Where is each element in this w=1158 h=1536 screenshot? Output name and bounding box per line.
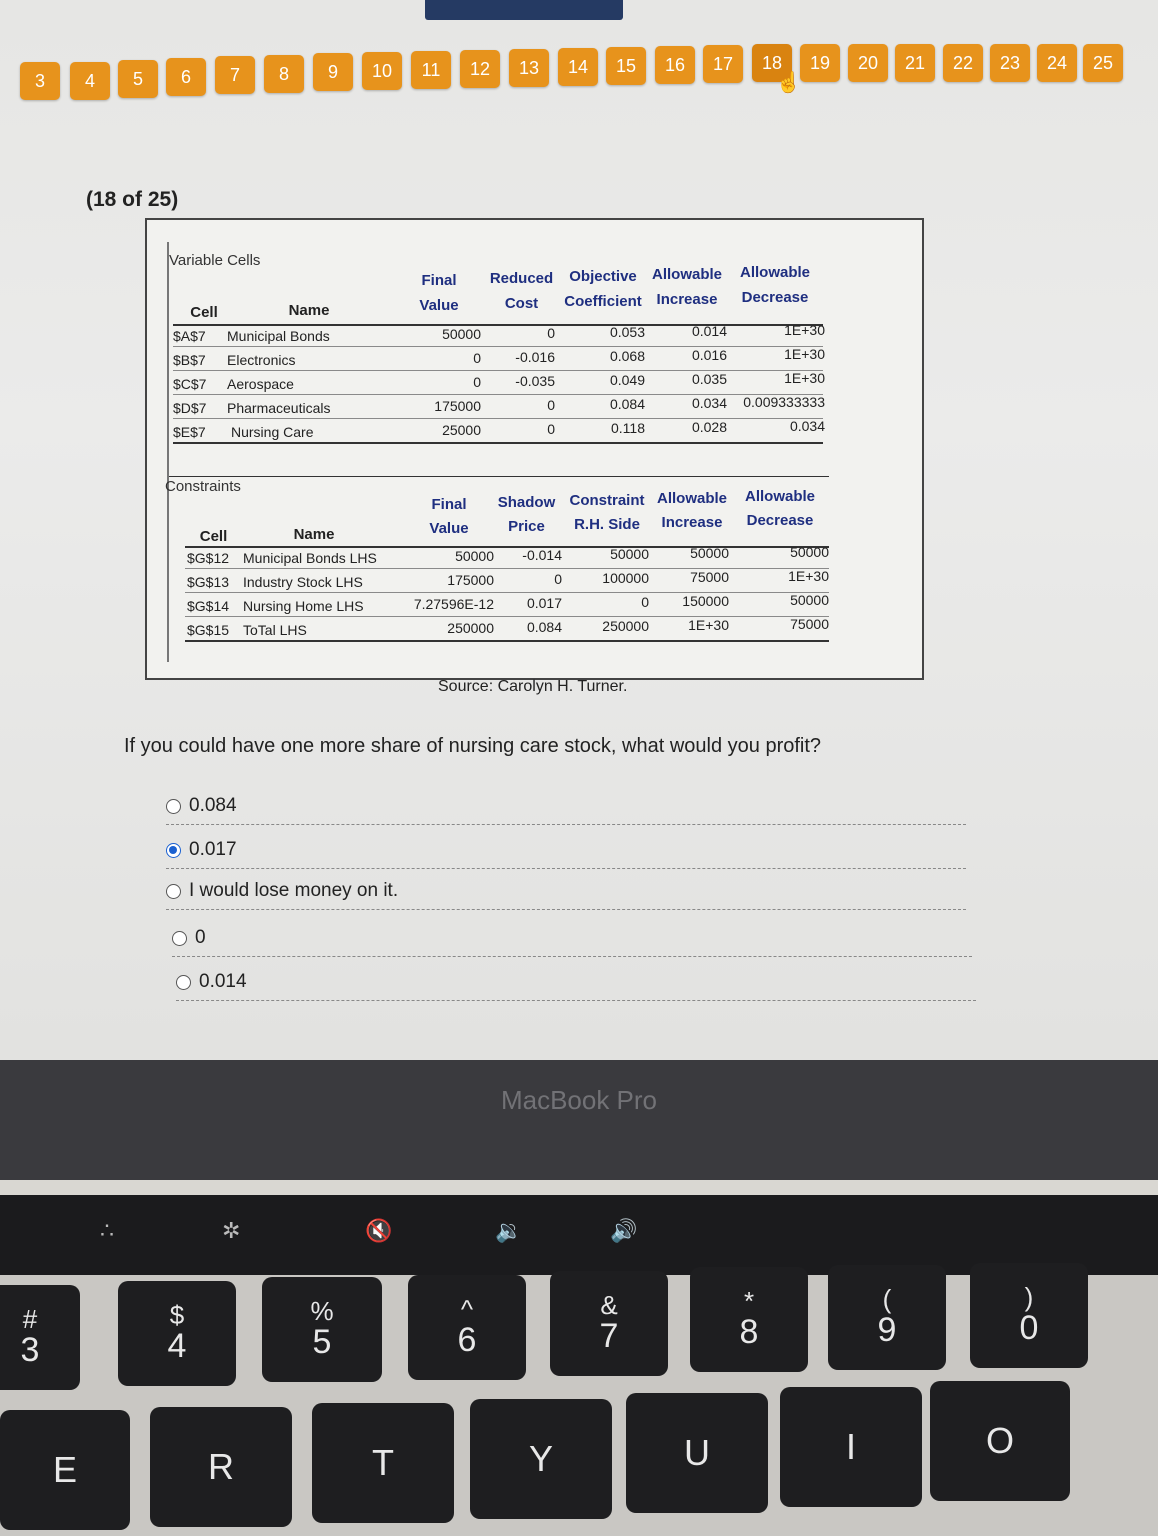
vc-header-final: Final	[421, 272, 457, 289]
vc-header-objective: Objective	[569, 268, 637, 285]
key-main: T	[372, 1442, 394, 1484]
answer-option[interactable]	[166, 873, 966, 910]
key-main: O	[985, 1420, 1014, 1462]
volume-up-icon: 🔊	[610, 1218, 638, 1243]
key-main: 9	[877, 1310, 897, 1349]
radio-button[interactable]	[166, 884, 181, 899]
vc-header-allow-dec: Allowable	[739, 264, 810, 281]
key-t[interactable]	[312, 1403, 454, 1523]
vc-reduced: 0	[547, 397, 555, 413]
vc-name: Aerospace	[227, 376, 294, 392]
page-button[interactable]: 19	[800, 44, 840, 82]
key-main: I	[845, 1426, 856, 1468]
option-label: 0.014	[199, 971, 247, 992]
key-main: 6	[457, 1320, 477, 1359]
vc-header-allow-dec: Decrease	[741, 289, 809, 306]
c-final: 50000	[455, 548, 494, 564]
vc-name: Electronics	[227, 352, 296, 368]
c-header-name: Name	[293, 526, 335, 543]
key-main: 7	[599, 1316, 619, 1355]
c-shadow: 0	[554, 571, 562, 587]
page-button[interactable]: 15	[606, 47, 646, 85]
page-button[interactable]: 10	[362, 52, 402, 90]
source-caption: Source: Carolyn H. Turner.	[438, 678, 628, 695]
key-8[interactable]	[690, 1267, 808, 1372]
brightness-up-icon: ✲	[222, 1218, 241, 1243]
vc-objective: 0.118	[611, 420, 645, 436]
vc-name: Pharmaceuticals	[227, 400, 331, 416]
constraints-label: Constraints	[165, 478, 241, 495]
page-button[interactable]: 3	[20, 62, 60, 100]
key-symbol: $	[169, 1299, 185, 1330]
key-symbol: #	[22, 1303, 38, 1334]
option-label: 0.017	[189, 839, 237, 860]
vc-reduced: -0.035	[515, 373, 555, 389]
vc-final: 25000	[442, 422, 481, 438]
c-cell: $G$15	[187, 622, 230, 638]
key-main: Y	[528, 1438, 553, 1480]
c-header-cell: Cell	[199, 528, 228, 545]
vc-header-reduced: Cost	[504, 295, 539, 312]
answer-option[interactable]	[172, 920, 972, 957]
vc-objective: 0.049	[609, 372, 645, 388]
c-inc: 1E+30	[688, 617, 729, 633]
vc-reduced: 0	[547, 325, 555, 341]
vc-header-reduced: Reduced	[489, 270, 554, 287]
key-r[interactable]	[150, 1407, 292, 1527]
divider	[185, 592, 829, 593]
divider	[173, 442, 823, 444]
vc-dec: 1E+30	[784, 322, 825, 338]
vc-dec: 0.009333333	[743, 394, 825, 410]
vc-cell: $D$7	[173, 400, 207, 416]
c-dec: 50000	[790, 592, 829, 608]
page-button[interactable]: 24	[1037, 44, 1077, 82]
page-button[interactable]: 4	[70, 62, 110, 100]
page-button[interactable]: 20	[848, 44, 888, 82]
key-main: 3	[20, 1330, 40, 1369]
c-cell: $G$12	[187, 550, 230, 566]
vc-header-name: Name	[288, 302, 330, 319]
vc-objective: 0.068	[609, 348, 645, 364]
c-inc: 75000	[690, 569, 729, 585]
c-inc: 50000	[690, 545, 729, 561]
key-main: 8	[739, 1312, 759, 1351]
vc-inc: 0.028	[691, 419, 727, 435]
answer-option-selected[interactable]	[166, 832, 966, 869]
page-button[interactable]: 6	[166, 58, 206, 96]
c-header-allow-inc: Increase	[661, 514, 723, 531]
c-header-final: Value	[429, 520, 469, 537]
divider	[185, 616, 829, 617]
page-button[interactable]: 17	[703, 45, 743, 83]
c-header-final: Final	[431, 496, 467, 513]
c-header-shadow: Shadow	[497, 494, 556, 511]
c-final: 250000	[447, 620, 494, 636]
c-inc: 150000	[682, 593, 729, 609]
c-cell: $G$13	[187, 574, 230, 590]
key-symbol: ^	[460, 1293, 474, 1324]
key-e[interactable]	[0, 1410, 130, 1530]
c-dec: 75000	[790, 616, 829, 632]
key-symbol: )	[1024, 1281, 1034, 1312]
laptop-brand-label: MacBook Pro	[500, 1085, 658, 1115]
divider	[185, 568, 829, 569]
page-button[interactable]: 14	[558, 48, 598, 86]
c-header-allow-dec: Allowable	[744, 488, 815, 505]
option-label: 0.084	[189, 795, 237, 816]
mute-icon: 🔇	[365, 1218, 393, 1243]
page-button[interactable]: 12	[460, 50, 500, 88]
c-rhs: 0	[641, 594, 649, 610]
c-final: 7.27596E-12	[413, 596, 494, 612]
c-name: Nursing Home LHS	[243, 598, 364, 614]
question-text: If you could have one more share of nursing care stock, what would you profit?	[124, 735, 822, 757]
vc-header-allow-inc: Increase	[656, 291, 718, 308]
vc-inc: 0.014	[691, 323, 727, 339]
page-button-current[interactable]: 18	[752, 44, 792, 82]
page-button[interactable]: 5	[118, 60, 158, 98]
vc-reduced: -0.016	[515, 349, 555, 365]
vc-final: 0	[473, 374, 481, 390]
c-name: Municipal Bonds LHS	[243, 550, 377, 566]
key-i[interactable]	[780, 1387, 922, 1507]
vc-name: Nursing Care	[231, 424, 314, 440]
sensitivity-report	[145, 218, 924, 680]
c-shadow: 0.017	[526, 595, 562, 611]
vc-objective: 0.084	[609, 396, 645, 412]
c-name: ToTal LHS	[243, 622, 307, 638]
vc-final: 0	[473, 350, 481, 366]
vc-objective: 0.053	[609, 324, 645, 340]
key-0[interactable]	[970, 1263, 1088, 1368]
laptop-bezel	[0, 1060, 1158, 1180]
page-button[interactable]: 22	[943, 44, 983, 82]
key-main: 5	[312, 1322, 332, 1361]
key-6[interactable]	[408, 1275, 526, 1380]
c-shadow: 0.084	[526, 619, 562, 635]
key-y[interactable]	[470, 1399, 612, 1519]
vc-header-allow-inc: Allowable	[651, 266, 722, 283]
vc-cell: $E$7	[173, 424, 206, 440]
vc-cell: $B$7	[173, 352, 206, 368]
key-u[interactable]	[626, 1393, 768, 1513]
c-dec: 1E+30	[788, 568, 829, 584]
vc-inc: 0.034	[691, 395, 727, 411]
vc-dec: 1E+30	[784, 346, 825, 362]
c-header-shadow: Price	[508, 518, 545, 535]
page-button[interactable]: 11	[411, 51, 451, 89]
vc-header-objective: Coefficient	[564, 293, 642, 310]
question-pager	[0, 44, 1158, 104]
volume-down-icon: 🔉	[495, 1218, 523, 1243]
key-main: 0	[1019, 1308, 1039, 1347]
divider	[185, 640, 829, 642]
c-cell: $G$14	[187, 598, 230, 614]
key-3[interactable]	[0, 1285, 80, 1390]
answer-option[interactable]	[176, 964, 976, 1001]
page-button[interactable]: 9	[313, 53, 353, 91]
key-5[interactable]	[262, 1277, 382, 1382]
vc-inc: 0.035	[691, 371, 727, 387]
vc-reduced: 0	[547, 421, 555, 437]
radio-button-checked[interactable]	[166, 843, 181, 858]
c-rhs: 250000	[602, 618, 649, 634]
c-header-allow-dec: Decrease	[746, 512, 814, 529]
key-9[interactable]	[828, 1265, 946, 1370]
c-header-rhs: R.H. Side	[574, 516, 640, 533]
page-button[interactable]: 25	[1083, 44, 1123, 82]
hand-cursor-icon: ☝	[776, 72, 801, 94]
radio-button[interactable]	[166, 799, 181, 814]
vc-final: 175000	[434, 398, 481, 414]
c-rhs: 100000	[602, 570, 649, 586]
vc-inc: 0.016	[691, 347, 727, 363]
key-main: R	[208, 1446, 234, 1488]
key-4[interactable]	[118, 1281, 236, 1386]
divider	[169, 476, 829, 477]
vc-cell: $A$7	[173, 328, 206, 344]
page-button[interactable]: 21	[895, 44, 935, 82]
c-name: Industry Stock LHS	[243, 574, 363, 590]
vc-cell: $C$7	[173, 376, 207, 392]
vc-header-cell: Cell	[190, 304, 218, 321]
vc-header-final: Value	[419, 297, 459, 314]
key-symbol: (	[882, 1283, 892, 1314]
c-shadow: -0.014	[522, 547, 562, 563]
vc-dec: 1E+30	[784, 370, 825, 386]
c-header-rhs: Constraint	[569, 492, 645, 509]
vc-name: Municipal Bonds	[227, 328, 330, 344]
key-main: 4	[167, 1326, 187, 1365]
radio-button[interactable]	[172, 931, 187, 946]
page-button[interactable]: 16	[655, 46, 695, 84]
key-main: E	[52, 1449, 77, 1491]
answer-option[interactable]	[166, 788, 966, 825]
page-button[interactable]: 8	[264, 55, 304, 93]
page-button[interactable]: 23	[990, 44, 1030, 82]
key-main: U	[684, 1432, 710, 1474]
variable-cells-label: Variable Cells	[169, 252, 261, 269]
brightness-down-icon: ∴	[100, 1218, 114, 1243]
c-dec: 50000	[790, 544, 829, 560]
page-button[interactable]: 7	[215, 56, 255, 94]
vc-final: 50000	[442, 326, 481, 342]
key-7[interactable]	[550, 1271, 668, 1376]
top-tab-bar	[425, 0, 623, 20]
keyboard	[0, 1275, 1158, 1536]
question-counter: (18 of 25)	[86, 188, 179, 211]
vc-dec: 0.034	[789, 418, 825, 434]
option-label: 0	[195, 927, 206, 948]
option-label: I would lose money on it.	[189, 880, 399, 901]
c-final: 175000	[447, 572, 494, 588]
key-symbol: %	[310, 1295, 334, 1326]
key-symbol: *	[743, 1285, 755, 1316]
radio-button[interactable]	[176, 975, 191, 990]
c-header-allow-inc: Allowable	[656, 490, 727, 507]
key-symbol: &	[600, 1289, 618, 1320]
key-o[interactable]	[930, 1381, 1070, 1501]
page-button[interactable]: 13	[509, 49, 549, 87]
c-rhs: 50000	[610, 546, 649, 562]
